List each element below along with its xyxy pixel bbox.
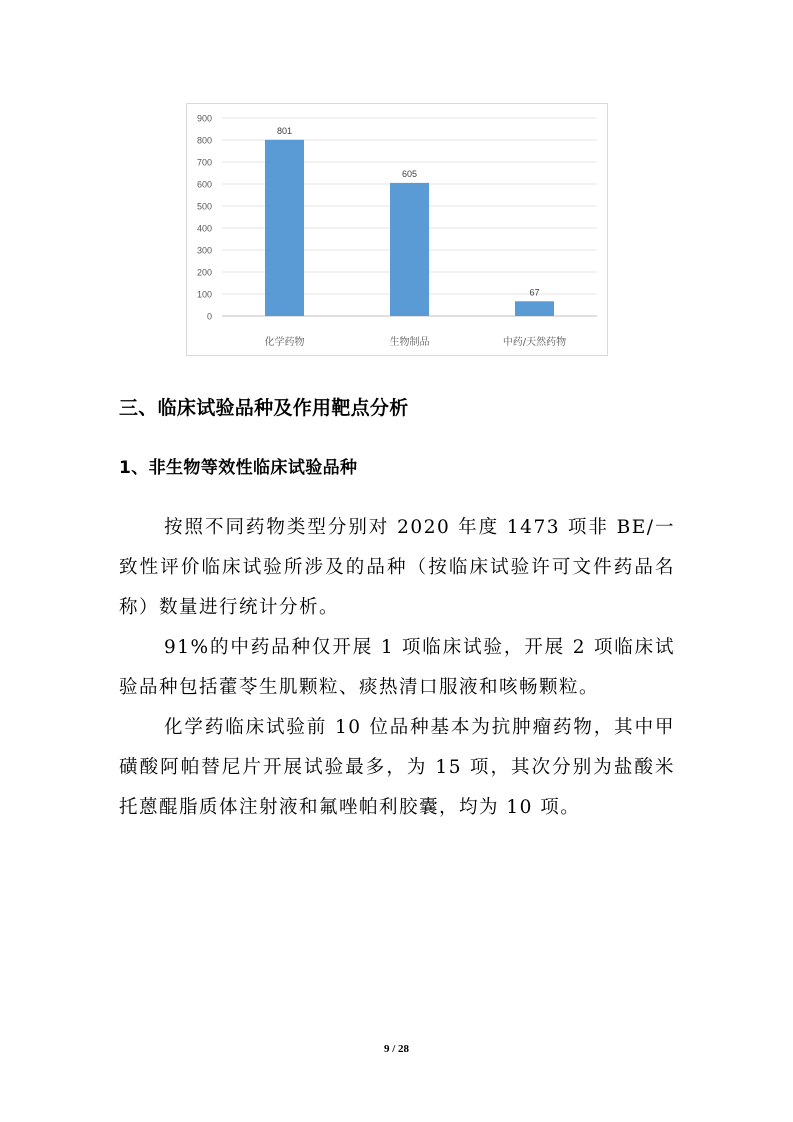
x-tick-label: 生物制品	[389, 337, 430, 348]
y-tick-label: 500	[196, 201, 212, 212]
bar	[515, 301, 554, 316]
y-tick-label: 300	[196, 245, 212, 256]
y-tick-label: 900	[196, 113, 212, 124]
paragraph-3: 化学药临床试验前 10 位品种基本为抗肿瘤药物，其中甲磺酸阿帕替尼片开展试验最多，为 15 项，其次分别为盐酸米托蒽醌脂质体注射液和氟唑帕利胶囊，均为 10 项。	[119, 717, 675, 818]
y-tick-label: 600	[196, 179, 212, 190]
data-label: 605	[401, 168, 418, 179]
y-tick-label: 0	[206, 311, 212, 322]
page-number: 9 / 28	[383, 1043, 410, 1055]
y-tick-label: 800	[196, 135, 212, 146]
data-label: 801	[276, 125, 293, 136]
chart-svg	[187, 104, 609, 357]
y-tick-label: 400	[196, 223, 212, 234]
subsection-heading: 1、非生物等效性临床试验品种	[119, 458, 358, 478]
paragraph-1: 按照不同药物类型分别对 2020 年度 1473 项非 BE/一致性评价临床试验所涉及的品种（按临床试验许可文件药品名称）数量进行统计分析。	[119, 517, 675, 618]
y-tick-label: 700	[196, 157, 212, 168]
x-tick-label: 化学药物	[264, 337, 305, 348]
bar	[265, 140, 304, 316]
x-tick-label: 中药/天然药物	[502, 337, 567, 348]
y-tick-label: 100	[196, 289, 212, 300]
bar	[390, 183, 429, 316]
data-label: 67	[529, 287, 540, 298]
paragraph-2: 91%的中药品种仅开展 1 项临床试验，开展 2 项临床试验品种包括藿苓生肌颗粒、痰热清口服液和咳畅颗粒。	[119, 637, 675, 698]
y-tick-label: 200	[196, 267, 212, 278]
bar-chart	[186, 103, 608, 356]
section-heading: 三、临床试验品种及作用靶点分析	[119, 397, 409, 419]
